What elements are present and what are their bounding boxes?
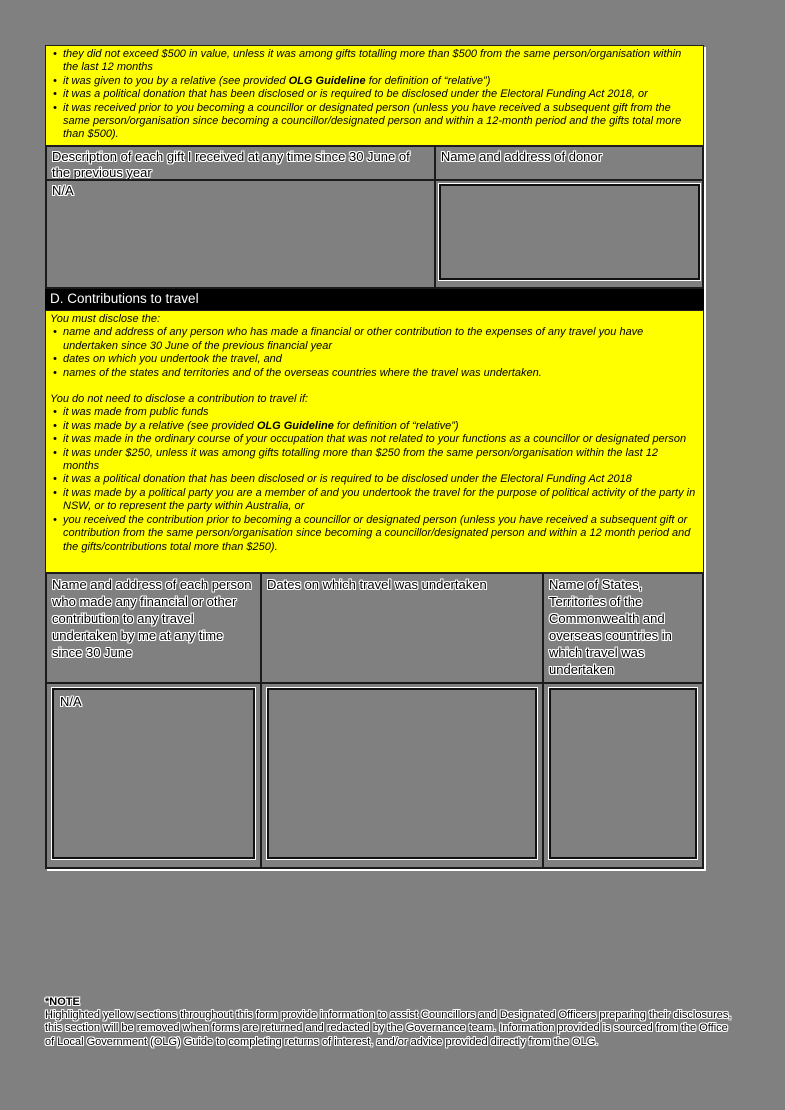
bullet-text: it was under $250, unless it was among gifts totalling more than $250 from the same person/organisation within the last 12 months [63, 446, 658, 473]
gifts-description-value: N/A [52, 183, 74, 198]
travel-dates-cell [260, 684, 542, 867]
bullet-text: it was made by a political party you are a member of and you undertook the travel for the purpose of political activity of the party in NSW, or to represent the party within Australia, or [63, 486, 696, 513]
gifts-table-body-row [47, 181, 702, 287]
travel-contributor-cell [47, 684, 260, 867]
bullet-text-prefix: it was made by a relative (see provided [63, 419, 257, 432]
travel-dates-input-box[interactable] [267, 688, 537, 859]
bullet-text: name and address of any person who has made a financial or other contribution to the expenses of any travel you have undertaken since 30 June of the previous financial year [63, 326, 644, 352]
travel-note-bullet [50, 487, 697, 514]
travel-countries-header: Name of States, Territories of the Commonwealth and overseas countries in which travel was undertaken [542, 574, 702, 682]
travel-dates-header: Dates on which travel was undertaken [260, 574, 542, 682]
olg-guideline-bold: OLG Guideline [256, 419, 334, 432]
travel-countries-cell [542, 684, 702, 867]
travel-note-bullet [50, 367, 697, 380]
gifts-table [45, 146, 704, 289]
footnote-title: *NOTE [45, 996, 80, 1008]
travel-note-bullet [50, 433, 697, 446]
bullet-text: it was a political donation that has been disclosed or is required to be disclosed under the Electoral Funding Act 2018, or [63, 88, 648, 101]
gifts-exemption-bullet [50, 75, 697, 88]
travel-table-body-row [47, 684, 702, 867]
travel-section-header: D. Contributions to travel [45, 289, 704, 310]
travel-table [45, 573, 704, 869]
gifts-table-header-row [47, 147, 702, 181]
donor-input-box[interactable] [439, 184, 700, 280]
travel-countries-input-box[interactable] [549, 688, 697, 859]
olg-guideline-bold: OLG Guideline [288, 74, 366, 87]
travel-note-intro: You must disclose the: [50, 313, 161, 325]
gifts-description-header: Description of each gift I received at any time since 30 June of the previous year [52, 149, 410, 179]
bullet-text: it was made from public funds [63, 406, 209, 419]
travel-contributor-value: N/A [60, 694, 82, 709]
blank-line [50, 380, 697, 393]
bullet-text: it was a political donation that has been disclosed or is required to be disclosed under the Electoral Funding Act 2018 [63, 473, 632, 486]
form-document [45, 45, 704, 869]
travel-note-bullet [50, 514, 697, 554]
bullet-text: it was made in the ordinary course of your occupation that was not related to your functions as a councillor or designated person [63, 433, 687, 446]
travel-contributions-note [45, 310, 704, 573]
travel-note-bullet [50, 406, 697, 419]
footnote [45, 996, 738, 1049]
gifts-exemption-bullet [50, 88, 697, 101]
travel-table-header-row [47, 574, 702, 684]
travel-note-bullet [50, 447, 697, 474]
travel-note-intro2: You do not need to disclose a contribution to travel if: [50, 393, 309, 406]
travel-contributor-input-box[interactable] [52, 688, 255, 859]
travel-note-bullet [50, 473, 697, 486]
bullet-text: it was received prior to you becoming a councillor or designated person (unless you have received a subsequent gift from the same person/organisation since becoming a councillor/designated person and within a 12-month period and the gifts total more than $500). [63, 101, 682, 141]
bullet-text-prefix: it was given to you by a relative (see provided [63, 74, 289, 87]
footnote-body: Highlighted yellow sections throughout this form provide information to assist Councillors and Designated Officers preparing their disclosures, this section will be removed when forms are returned and redacted by the Governance team. Information provided is sourced from the Office of Local Government (OLG) Guide to completing returns of interest, and/or advice provided directly from the OLG. [45, 1009, 732, 1048]
bullet-text-suffix: for definition of “relative”) [365, 74, 491, 87]
gifts-donor-cell [434, 181, 702, 287]
travel-note-bullet [50, 420, 697, 433]
travel-note-bullet [50, 353, 697, 366]
gifts-exemptions-note [45, 45, 704, 146]
bullet-text: names of the states and territories and of the overseas countries where the travel was undertaken. [63, 366, 542, 379]
gifts-exemption-bullet [50, 102, 697, 142]
travel-note-bullet [50, 326, 697, 353]
bullet-text: dates on which you undertook the travel, and [63, 353, 282, 366]
gifts-donor-header: Name and address of donor [434, 147, 702, 179]
bullet-text: you received the contribution prior to becoming a councillor or designated person (unless you have received a subsequent gift or contribution from the same person/organisation since becoming a councillor/designated person and within a 12 month period and the gifts/contributions total more than $250). [63, 513, 691, 553]
bullet-text-suffix: for definition of “relative”) [333, 419, 459, 432]
travel-contributor-header: Name and address of each person who made any financial or other contribution to any travel undertaken by me at any time since 30 June [52, 577, 252, 660]
gifts-exemption-bullet [50, 48, 697, 75]
bullet-text: they did not exceed $500 in value, unless it was among gifts totalling more than $500 from the same person/organisation within the last 12 months [63, 48, 682, 74]
gifts-description-cell [47, 181, 434, 287]
